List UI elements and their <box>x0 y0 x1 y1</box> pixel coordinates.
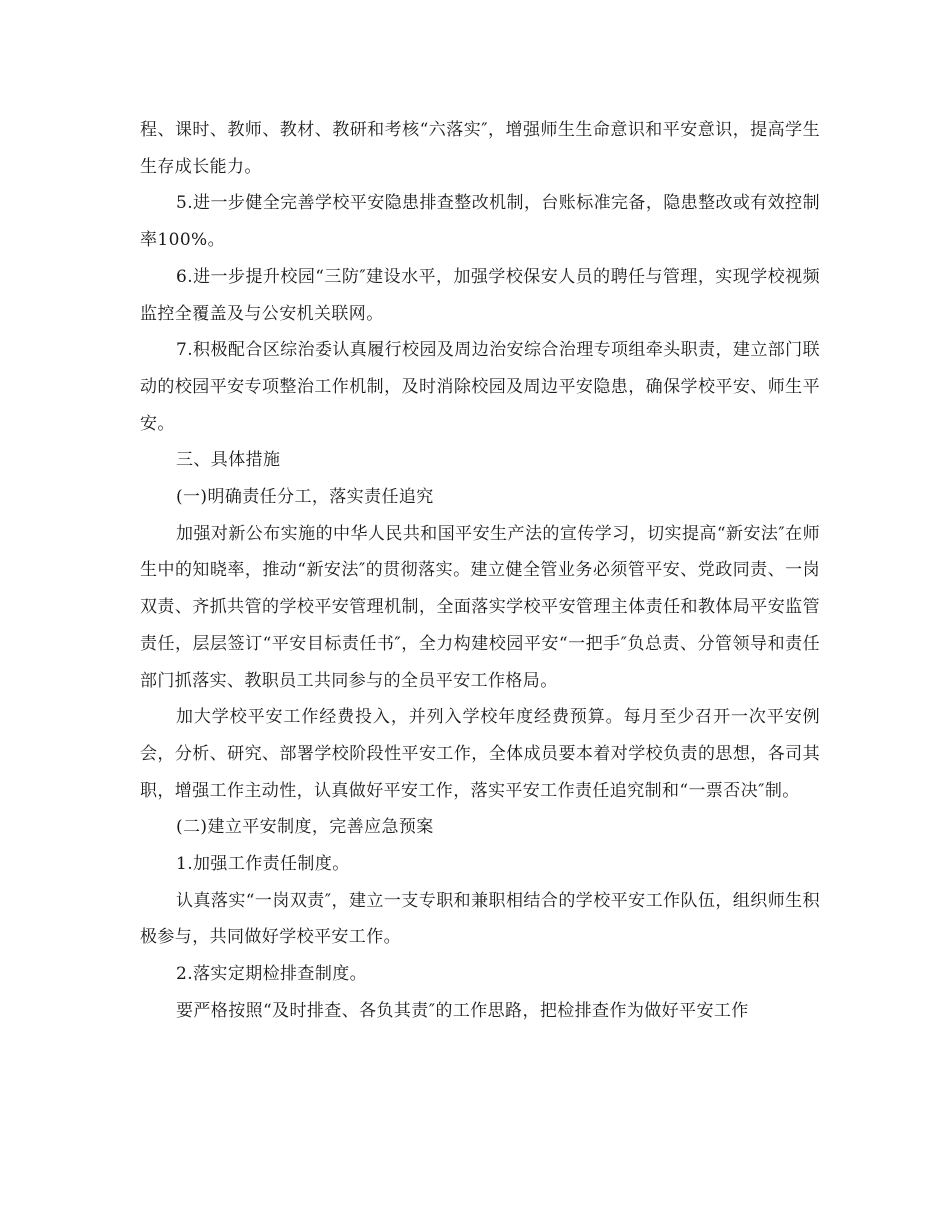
paragraph-continuation: 程、课时、教师、教材、教研和考核“六落实″，增强师生生命意识和平安意识，提高学生生存成长能力。 <box>140 120 820 177</box>
subsection-heading-2: (二)建立平安制度，完善应急预案 <box>176 817 434 838</box>
subsection-heading-1: (一)明确责任分工，落实责任追究 <box>176 487 434 508</box>
item-heading-2: 2.落实定期检排查制度。 <box>176 964 368 985</box>
section-heading-measures: 三、具体措施 <box>176 450 281 471</box>
paragraph-goal-5: 5.进一步健全完善学校平安隐患排查整改机制，台账标准完备，隐患整改或有效控制率100%。 <box>140 193 820 251</box>
paragraph-safety-law: 加强对新公布实施的中华人民共和国平安生产法的宣传学习，切实提高“新安法″在师生中的知晓率，推动“新安法″的贯彻落实。建立健全管业务必须管平安、党政同责、一岗双责、齐抓共管的学校平安管理机制，全面落实学校平安管理主体责任和教体局平安监管责任，层层签订“平安目标责任书″，全力构建校园平安“一把手″负总责、分管领导和责任部门抓落实、教职员工共同参与的全员平安工作格局。 <box>140 523 820 691</box>
item-heading-1: 1.加强工作责任制度。 <box>176 854 350 875</box>
document-body <box>140 112 820 1030</box>
paragraph-inspection: 要严格按照“及时排查、各负其责″的工作思路，把检排查作为做好平安工作 <box>176 1000 749 1021</box>
paragraph-goal-7: 7.积极配合区综治委认真履行校园及周边治安综合治理专项组牵头职责，建立部门联动的校园平安专项整治工作机制，及时消除校园及周边平安隐患，确保学校平安、师生平安。 <box>140 340 820 434</box>
paragraph-responsibility: 认真落实“一岗双责″，建立一支专职和兼职相结合的学校平安工作队伍，组织师生积极参与，共同做好学校平安工作。 <box>140 890 820 948</box>
paragraph-funding: 加大学校平安工作经费投入，并列入学校年度经费预算。每月至少召开一次平安例会，分析、研究、部署学校阶段性平安工作，全体成员要本着对学校负责的思想，各司其职，增强工作主动性，认真做好平安工作，落实平安工作责任追究制和“一票否决″制。 <box>140 707 820 801</box>
paragraph-goal-6: 6.进一步提升校园“三防″建设水平，加强学校保安人员的聘任与管理，实现学校视频监控全覆盖及与公安机关联网。 <box>140 266 820 324</box>
